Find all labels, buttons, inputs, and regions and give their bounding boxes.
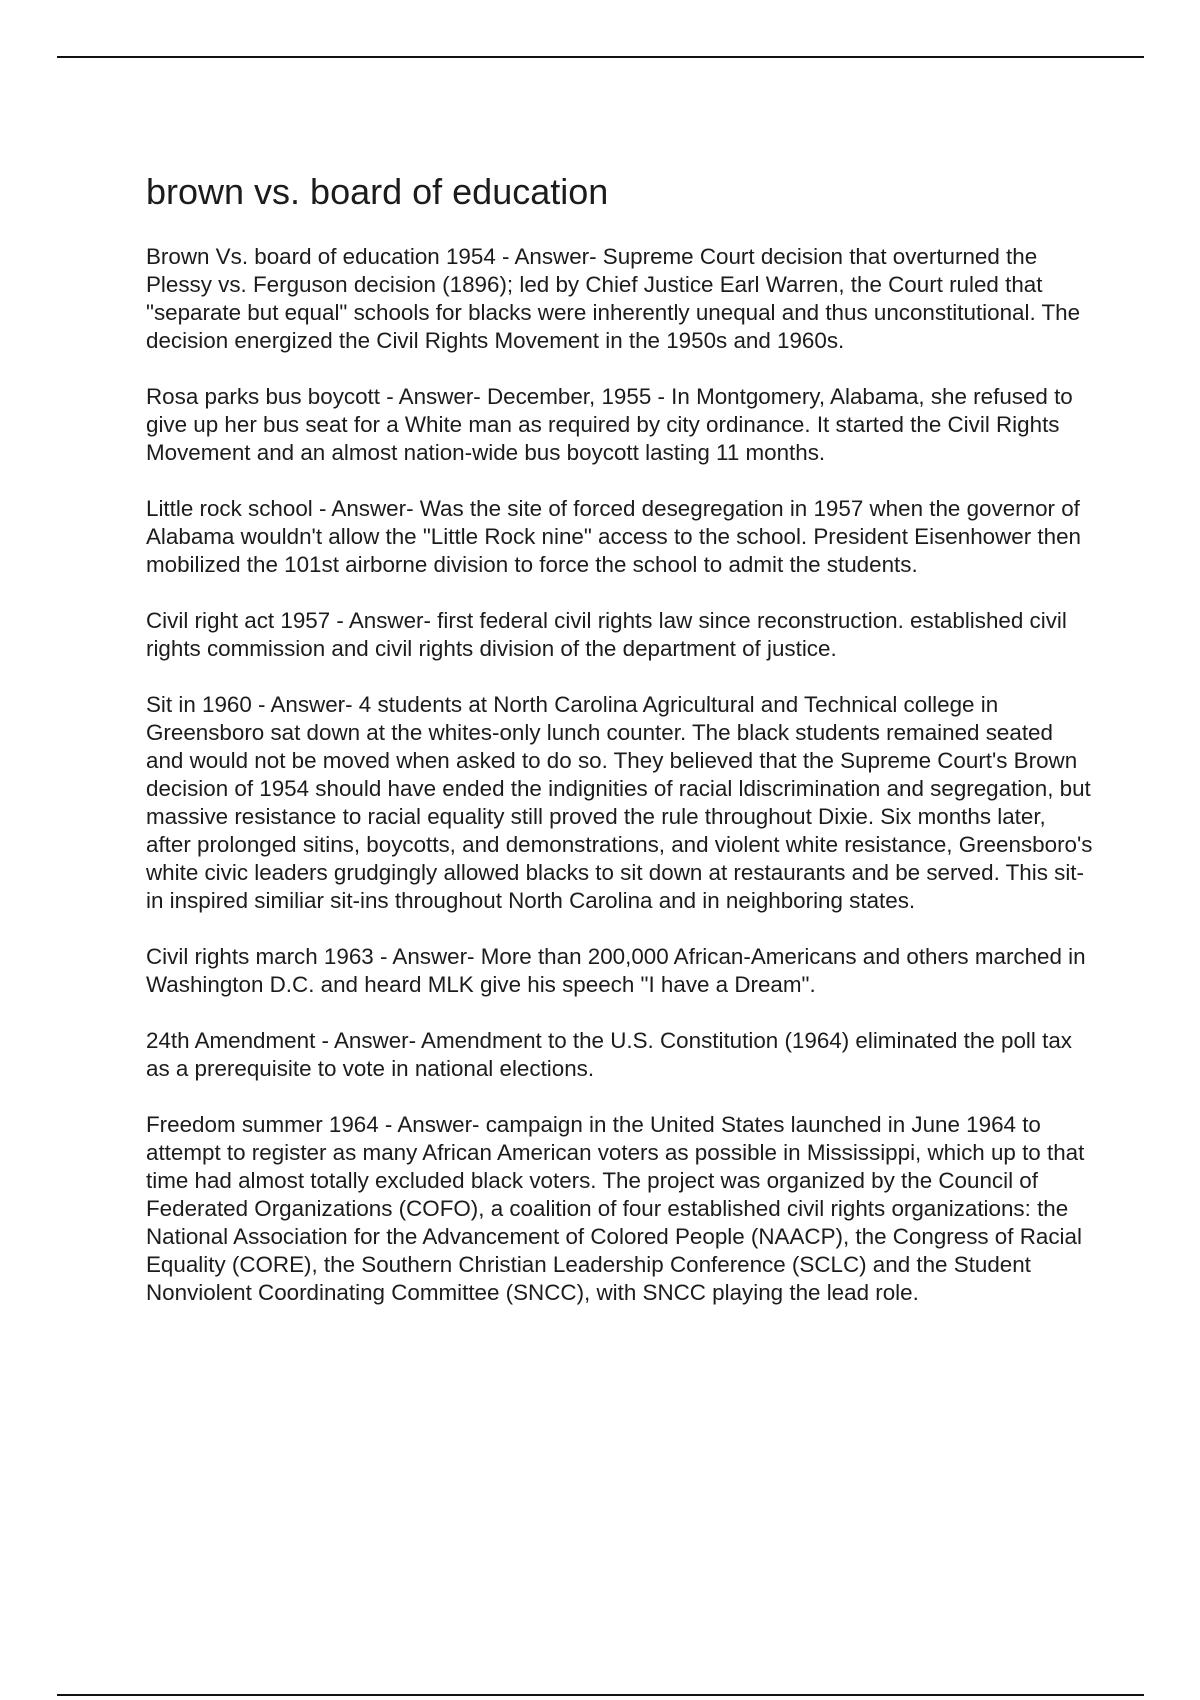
document-body <box>146 170 1096 1335</box>
entry-march-1963: Civil rights march 1963 - Answer- More than 200,000 African-Americans and others marched in Washington D.C. and heard MLK give his speech "I have a Dream". <box>146 944 1086 998</box>
entry-24th-amendment: 24th Amendment - Answer- Amendment to the U.S. Constitution (1964) eliminated the poll tax as a prerequisite to vote in national elections. <box>146 1028 1072 1082</box>
entry-little-rock: Little rock school - Answer- Was the site of forced desegregation in 1957 when the governor of Alabama wouldn't allow the "Little Rock nine" access to the school. President Eisenhower then mobilized the 101st airborne division to force the school to admit the students. <box>146 496 1081 578</box>
entry-sit-in-1960: Sit in 1960 - Answer- 4 students at North Carolina Agricultural and Technical college in Greensboro sat down at the whites-only lunch counter. The black students remained seated and would not be moved when asked to do so. They believed that the Supreme Court's Brown decision of 1954 should have ended the indignities of racial ldiscrimination and segregation, but massive resistance to racial equality still proved the rule throughout Dixie. Six months later, after prolonged sitins, boycotts, and demonstrations, and violent white resistance, Greensboro's white civic leaders grudgingly allowed blacks to sit down at restaurants and be served. This sit-in inspired similiar sit-ins throughout North Carolina and in neighboring states. <box>146 692 1093 914</box>
entry-civil-rights-act-1957: Civil right act 1957 - Answer- first federal civil rights law since reconstruction. established civil rights commission and civil rights division of the department of justice. <box>146 608 1067 662</box>
entry-rosa-parks: Rosa parks bus boycott - Answer- December, 1955 - In Montgomery, Alabama, she refused to give up her bus seat for a White man as required by city ordinance. It started the Civil Rights Movement and an almost nation-wide bus boycott lasting 11 months. <box>146 384 1073 466</box>
page-title: brown vs. board of education <box>146 171 609 212</box>
top-divider <box>57 56 1144 58</box>
entry-freedom-summer: Freedom summer 1964 - Answer- campaign in the United States launched in June 1964 to attempt to register as many African American voters as possible in Mississippi, which up to that time had almost totally excluded black voters. The project was organized by the Council of Federated Organizations (COFO), a coalition of four established civil rights organizations: the National Association for the Advancement of Colored People (NAACP), the Congress of Racial Equality (CORE), the Southern Christian Leadership Conference (SCLC) and the Student Nonviolent Coordinating Committee (SNCC), with SNCC playing the lead role. <box>146 1112 1085 1306</box>
bottom-divider <box>57 1694 1144 1696</box>
entry-brown-vs-board: Brown Vs. board of education 1954 - Answer- Supreme Court decision that overturned the Plessy vs. Ferguson decision (1896); led by Chief Justice Earl Warren, the Court ruled that "separate but equal" schools for blacks were inherently unequal and thus unconstitutional. The decision energized the Civil Rights Movement in the 1950s and 1960s. <box>146 244 1081 354</box>
